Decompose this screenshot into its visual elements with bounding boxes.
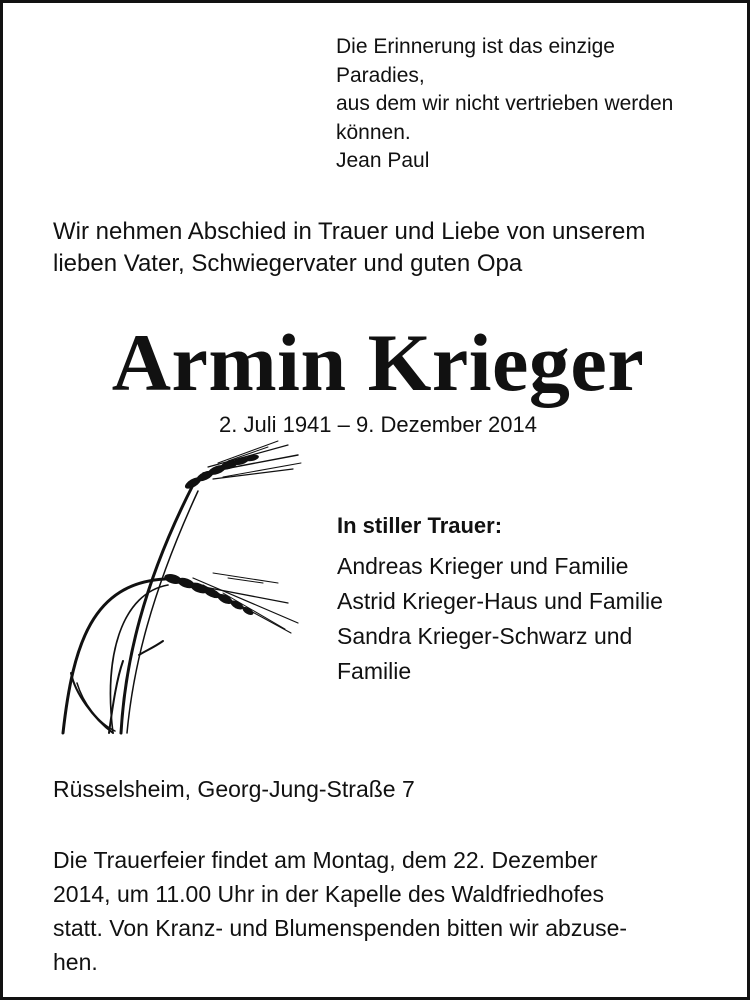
intro-line: lieben Vater, Schwiegervater und guten Opa xyxy=(53,250,523,277)
quote-line: Paradies, xyxy=(336,63,425,87)
mourners-list xyxy=(337,549,663,689)
quote-author: Jean Paul xyxy=(336,149,430,172)
deceased-name: Armin Krieger xyxy=(111,317,645,408)
mourner-line: Astrid Krieger-Haus und Familie xyxy=(337,588,663,614)
funeral-line: Die Trauerfeier findet am Montag, dem 22. Dezember xyxy=(53,847,598,873)
intro-line: Wir nehmen Abschied in Trauer und Liebe von unserem xyxy=(53,218,646,245)
funeral-details xyxy=(53,843,733,979)
intro-text xyxy=(53,216,723,280)
mourner-line: Sandra Krieger-Schwarz und xyxy=(337,623,633,649)
funeral-line: hen. xyxy=(53,949,98,975)
life-dates: 2. Juli 1941 – 9. Dezember 2014 xyxy=(219,412,537,437)
mourner-line: Andreas Krieger und Familie xyxy=(337,553,629,579)
wheat-ears-icon xyxy=(53,433,313,743)
funeral-line: statt. Von Kranz- und Blumenspenden bitten wir abzuse- xyxy=(53,915,628,941)
mourners-heading: In stiller Trauer: xyxy=(337,513,503,538)
quote-block xyxy=(336,33,726,176)
mourner-line: Familie xyxy=(337,658,412,684)
family-address: Rüsselsheim, Georg-Jung-Straße 7 xyxy=(53,776,415,802)
quote-line: Die Erinnerung ist das einzige xyxy=(336,35,615,58)
funeral-line: 2014, um 11.00 Uhr in der Kapelle des Waldfriedhofes xyxy=(53,881,605,907)
quote-line: können. xyxy=(336,120,411,144)
quote-line: aus dem wir nicht vertrieben werden xyxy=(336,92,674,115)
